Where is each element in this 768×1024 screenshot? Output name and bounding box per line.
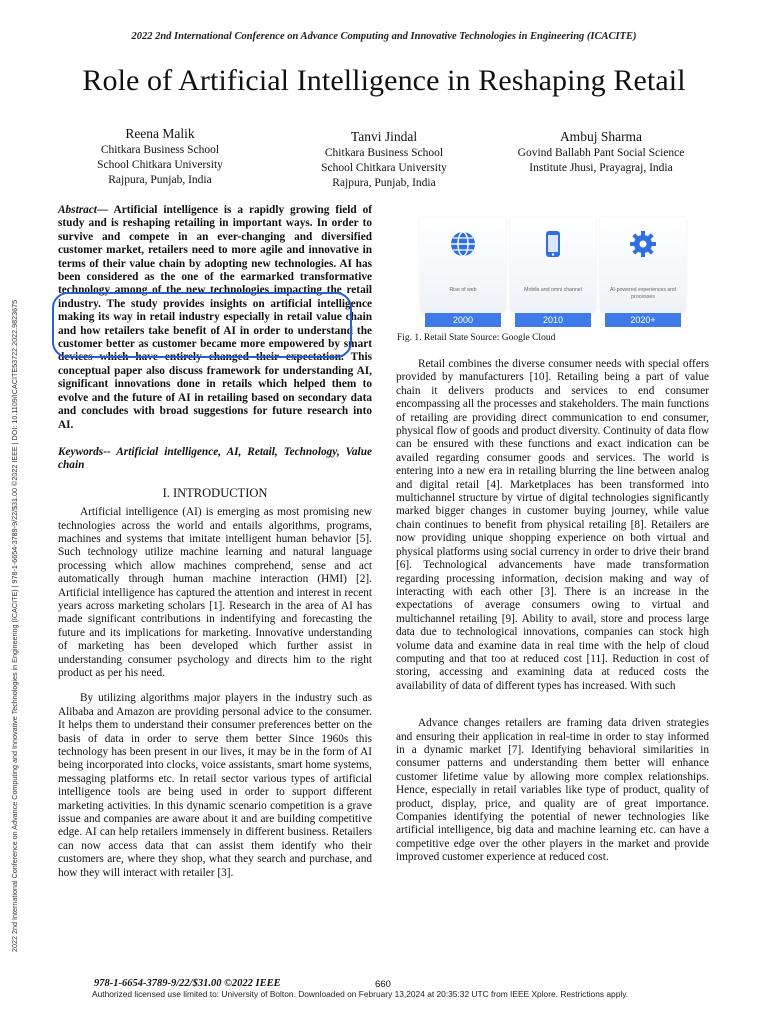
keywords-text: Artificial intelligence, AI, Retail, Technology, Value chain <box>58 445 372 472</box>
figure-panel <box>600 217 686 313</box>
abstract-label: Abstract <box>58 204 97 216</box>
keywords <box>58 446 372 473</box>
author-affiliation: Govind Ballabh Pant Social Science <box>517 147 685 159</box>
body-paragraph-2: Advance changes retailers are framing data driven strategies and ensuring their application in real-time in order to stay informed in a dynamic market [7]. Identifying behavioral similarities in consumer patterns and understanding them better will enhance customer lifetime value by allowing more complex relationships. Hence, especially in retail variables like type of product, quality of product, display, price, and quality are of great importance. Companies identifying the potential of newer technologies like artificial intelligence, big data and machine learning etc. can have a competitive edge over the other players in the market and provide improved customer experience at reduced cost. <box>396 717 709 864</box>
author-affiliation: Rajpura, Punjab, India <box>108 174 212 186</box>
intro-paragraph-1: Artificial intelligence (AI) is emerging as most promising new technologies across the world and entails algorithms, programs, machines and systems that imitate intelligent human behavior [5]. Such technology utilize machine learning and natural language processing which allow machines comprehend, sense and act automatically through human machine interaction (HMI) [2]. Artificial intelligence has captured the attention and interest in recent years across marketing scholars [1]. Research in the area of AI has made significant contributions in indentifying and forecasting the future and its implications for marketing. Innovative understanding of marketing has been developed which further assist in understanding consumer psychology and directs him to the right product as per his need. <box>58 506 372 679</box>
page-number: 660 <box>375 979 391 990</box>
annotation-highlight-box <box>52 292 352 358</box>
figure-year-label: 2020+ <box>605 313 681 327</box>
section-title: I. INTRODUCTION <box>162 485 268 500</box>
body-paragraph-1: Retail combines the diverse consumer needs with special offers provided by manufacturers [10]. Retailing being a part of value chain it delivers products and services to end consumer encompassing all the processes and stakeholders. The main functions of retailing are providing direct communication to end consumer, physical flow of goods and product diversity. Continuity of data flow can be ensured with these functions and exact indication can be availed regarding consumer goods and services. The world is entering into a new era in retailing blurring the line between analog and digital retail [4]. Marketplaces has been transformed into multichannel structure by virtue of digital technologies significantly marked bigger changes in customer buying journey, while value chain continues to benefit from physical retailing [8]. Retailers are now providing unique shopping experience on both virtual and physical platforms using social currency in order to drive their brand [6]. Technological advancements have made transformation regarding processing information, decision making and way of interacting with each other [3]. There is an increase in the expectations of average consumers owing to virtual and multichannel retailing [9]. Ability to avail, store and process large data due to technological innovations, companies can stock high volume data and examine data in real time with the help of cloud computing and that too at reduced cost [11]. Reduction in cost of storing, accessing and examining data at reduced costs the availability of data of different types has increased. With such <box>396 358 709 692</box>
author-block-3 <box>494 128 708 176</box>
mobile-phone-icon <box>538 229 568 259</box>
author-affiliation: School Chitkara University <box>97 159 223 171</box>
author-name: Ambuj Sharma <box>559 129 643 144</box>
globe-icon <box>448 229 478 259</box>
figure-retail-state <box>416 205 686 327</box>
intro-paragraph-2: By utilizing algorithms major players in the industry such as Alibaba and Amazon are providing personal advice to the consumer. It helps them to understand their consumer preferences better on the basis of data in order to serve them better Since 1960s this technology has been present in our lives, it may be in the form of AI being incorporated into clocks, voice assistants, smart home systems, messaging platforms etc. In retail sector various types of artificial intelligence tools are being used in order to support different marketing activities. In this dynamic scenario competition is a grave issue and companies are aware about it and are building competitive edge. AI can help retailers immensely in different business. Retailers can now access data that can assist them identify who their customers are, where they shop, what they search and purchase, and how they will interact with retailer [3]. <box>58 692 372 879</box>
keywords-label: Keywords-- <box>58 445 111 458</box>
figure-panel <box>420 217 506 313</box>
figure-panel-caption: AI-powered experiences and processes <box>609 287 677 300</box>
license-notice: Authorized licensed use limited to: University of Bolton. Downloaded on February 13,2024 at 20:35:32 UTC from IEEE Xplore. Restrictions apply. <box>92 989 629 999</box>
gear-icon <box>628 229 658 259</box>
figure-year-label: 2010 <box>515 313 591 327</box>
footer-isbn: 978-1-6654-3789-9/22/$31.00 ©2022 IEEE <box>94 978 281 989</box>
author-name: Tanvi Jindal <box>350 129 418 144</box>
abstract-text: — Artificial intelligence is a rapidly growing field of study and is reshaping retailing in important ways. In order to survive and compete in an ever-changing and diversified customer market, retailers need to more agile and innovative in terms of their value chain by adopting new technologies. AI has been considered as the one of the earmarked transformative technology among of the new technologies impacting the retail industry. The study provides insights on artificial intelligence making its way in retail industry especially in retail value chain and how retailers take benefit of AI in order to understand the customer better as customer became more empowered by smart devices which have entirely changed their expectation. This conceptual paper also discuss framework for understanding AI, significant innovations done in retails which helped them to evolve and the future of AI in retailing based on secondary data and concludes with broad suggestions for future research into AI. <box>58 204 372 431</box>
figure-panel <box>510 217 596 313</box>
right-column <box>396 358 709 865</box>
figure-panel-caption: Mobile and omni channel <box>524 287 582 293</box>
author-block-2 <box>284 128 484 191</box>
author-affiliation: Chitkara Business School <box>100 144 220 156</box>
paper-title: Role of Artificial Intelligence in Reshaping Retail <box>82 64 686 97</box>
author-affiliation: Chitkara Business School <box>324 147 444 159</box>
author-name: Reena Malik <box>125 126 195 141</box>
doi-side-text: 2022 2nd International Conference on Advance Computing and Innovative Technologies in Engineering (ICACITE) | 978-1-6654-3789-9/22/$31.00 ©2022 IEEE | DOI: 10.1109/ICACITE53722.2022.9823675 <box>10 299 19 952</box>
author-affiliation: School Chitkara University <box>321 162 447 174</box>
figure-year-label: 2000 <box>425 313 501 327</box>
figure-caption: Fig. 1. Retail State Source: Google Cloud <box>397 333 556 343</box>
figure-panel-caption: Rise of web <box>449 287 477 293</box>
conference-header: 2022 2nd International Conference on Advance Computing and Innovative Technologies in Engineering (ICACITE) <box>131 31 637 42</box>
author-block-1 <box>60 125 260 188</box>
author-affiliation: Rajpura, Punjab, India <box>332 177 436 189</box>
author-affiliation: Institute Jhusi, Prayagraj, India <box>529 162 673 174</box>
